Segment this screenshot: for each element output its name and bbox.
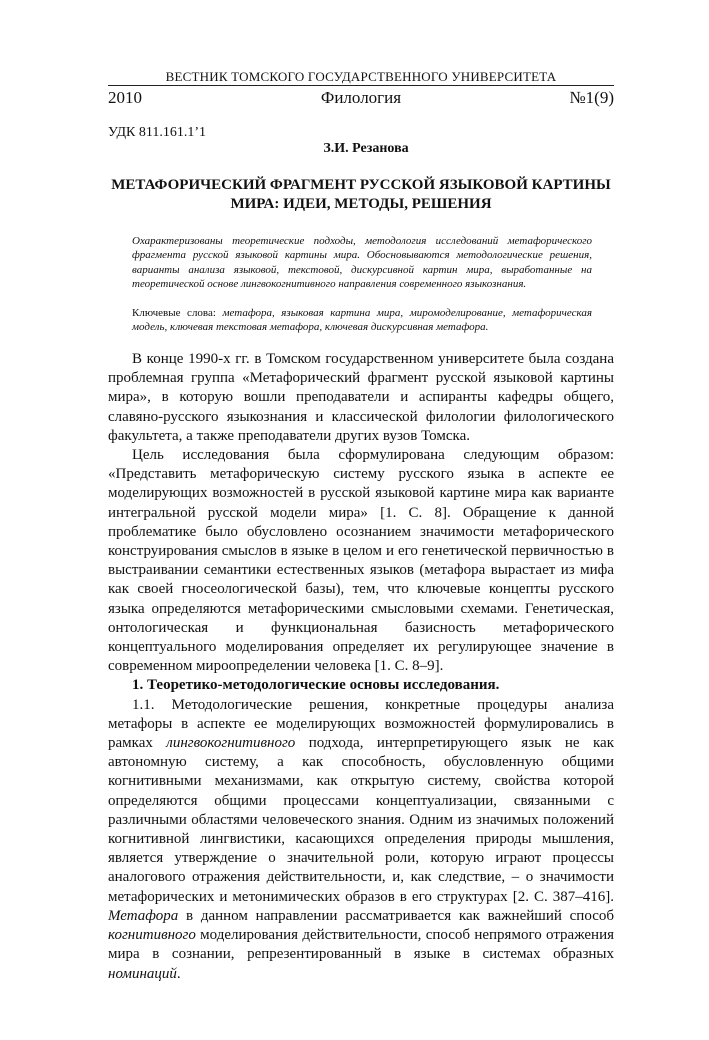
- udk-code: УДК 811.161.1’1: [108, 125, 207, 140]
- paragraph-3-text: моделирования действительности, способ непрямого отражения мира в сознании, репрезентированный в языке в системах образных: [108, 927, 614, 963]
- paragraph-3-text: 1.1. Методологические решения, конкретные процедуры анализа метафоры в аспекте ее моделирующих возможностей формулировались в рамках: [108, 696, 614, 752]
- paragraph-3-text: в данном направлении рассматривается как важнейший способ: [178, 907, 614, 924]
- body-paragraph-1: В конце 1990-х гг. в Томском государственном университете была создана проблемная группа «Метафорический фрагмент русской языковой картины мира», в которую вошли преподаватели и аспиранты кафедры общего, славяно-русского языкознания и классической филологии филологического факультета, а также преподаватели других вузов Томска.: [108, 351, 614, 444]
- author-name: З.И. Резанова: [323, 141, 409, 156]
- header-divider: [108, 85, 614, 86]
- paragraph-3-text: подхода, интерпретирующего язык не как автономную систему, а как способность, обусловленную общими когнитивными механизмами, как открытую систему, свойства которой определяются общими процессами концептуализации, связанными с различными областями человеческого знания. Одним из значимых положений когнитивной лингвистики, касающихся определения природы мышления, является утверждение о значительной роли, которую играют процессы аналогового отражения действительности, и, как следствие, – о значимости метафорических и метонимических образов в его структурах [2. С. 387–416].: [108, 735, 614, 905]
- article-body: [108, 350, 614, 984]
- paragraph-3-text: .: [176, 965, 181, 982]
- article-title: МЕТАФОРИЧЕСКИЙ ФРАГМЕНТ РУССКОЙ ЯЗЫКОВОЙ КАРТИНЫ МИРА: ИДЕИ, МЕТОДЫ, РЕШЕНИЯ: [111, 177, 611, 212]
- body-paragraph-2: Цель исследования была сформулирована следующим образом: «Представить метафорическую систему русского языка в аспекте ее моделирующих возможностей в русской языковой картине мира как варианте интегральной русской модели мира» [1. С. 8]. Обращение к данной проблематике было обусловлено осознанием значимости метафорического конструирования смыслов в языке в целом и его генетической первичностью в выстраивании семантики естественных языков (метафора вырастает из мифа как своей гносеологической базы), тем, что ключевые концепты русского языка определяются метафорическими смысловыми схемами. Генетическая, онтологическая и функциональная базисность метафорического концептуального моделирования определяет их регулирующее значение в современном мироопределении человека [1. С. 8–9].: [108, 447, 614, 675]
- section-name: Филология: [320, 88, 402, 107]
- publication-year: 2010: [108, 88, 142, 107]
- term-lingvokognitivnyi: лингвокогнитивного: [166, 735, 296, 752]
- body-paragraph-3: [108, 696, 614, 984]
- keywords: [132, 306, 592, 335]
- abstract: Охарактеризованы теоретические подходы, методология исследований метафорического фрагмента русской языковой картины мира. Обосновываются методологические решения, варианты анализа языковой, текстовой, дискурсивной картин мира, выработанные на теоретической основе лингвокогнитивного направления современного языкознания.: [132, 235, 592, 291]
- journal-name: ВЕСТНИК ТОМСКОГО ГОСУДАРСТВЕННОГО УНИВЕРСИТЕТА: [165, 69, 557, 84]
- section-heading: 1. Теоретико-методологические основы исследования.: [132, 677, 500, 694]
- running-header: [108, 88, 614, 110]
- term-metafora: Метафора: [108, 907, 179, 924]
- keywords-text: метафора, языковая картина мира, миромоделирование, метафорическая модель, ключевая текстовая метафора, ключевая дискурсивная метафора.: [132, 307, 593, 334]
- issue-number: №1(9): [569, 88, 614, 107]
- keywords-label: Ключевые слова:: [132, 307, 216, 319]
- term-kognitivnyi: когнитивного: [108, 927, 196, 944]
- term-nominatsii: номинаций: [108, 965, 177, 982]
